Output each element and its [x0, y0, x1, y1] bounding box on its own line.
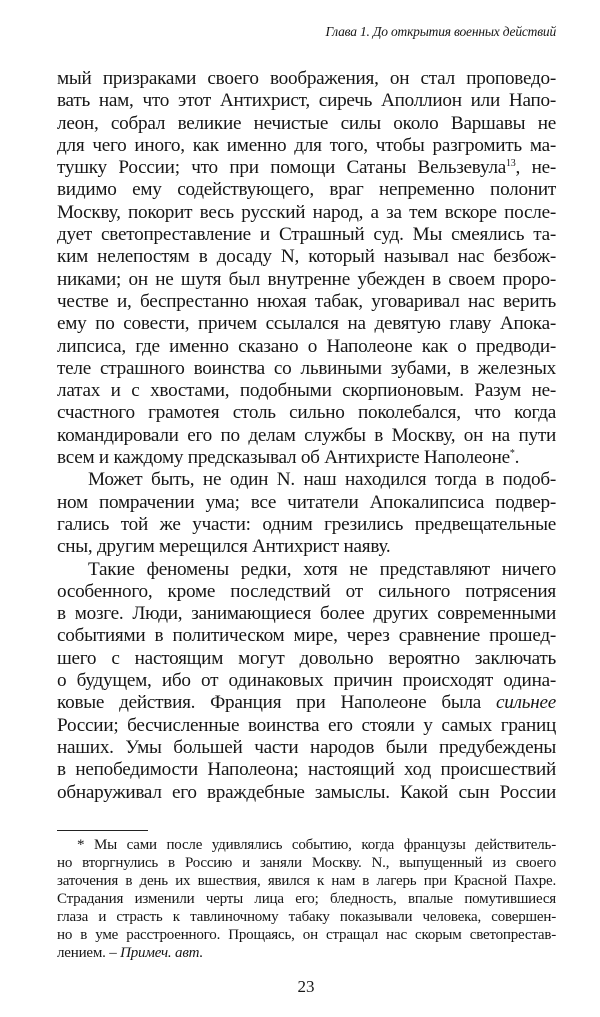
- footnote-line: глаза и страсть к тавлиночному табаку показывали человека, совершен-: [57, 909, 556, 925]
- text-line: честве и, беспрестанно нюхая табак, уговаривал нас верить: [57, 290, 556, 312]
- text-segment: ковые действия. Франция при Наполеоне была: [57, 692, 496, 714]
- text-line: России; бесчисленные воинства его стояли у самых границ: [57, 714, 556, 736]
- text-line: [57, 157, 556, 179]
- text-line: Москву, покорит весь русский народ, а за тем вскоре после-: [57, 201, 556, 223]
- text-line: мый призраками своего воображения, он стал проповедо-: [57, 68, 556, 89]
- paragraph: [57, 559, 556, 804]
- text-line: вать нам, что этот Антихрист, сиречь Аполлион или Напо-: [57, 90, 556, 112]
- footnote: [57, 836, 556, 962]
- text-line: [57, 447, 556, 469]
- footnote-line: Страдания изменили черты лица его; бледность, впалые помутившиеся: [57, 891, 556, 907]
- page-number: 23: [297, 977, 315, 996]
- text-line: ему по совести, причем ссылался на девятую главу Апока-: [57, 313, 556, 335]
- text-line: в мозге. Люди, занимающиеся более других современными: [57, 603, 556, 625]
- footnote-line: заточения в день их вшествия, явился к нам в лагерь при Красной Пахре.: [57, 873, 556, 889]
- italic-text: сильнее: [495, 692, 556, 714]
- footnote-divider: [57, 830, 148, 831]
- paragraph: [57, 68, 556, 469]
- text-line: Такие феномены редки, хотя не представляют ничего: [88, 558, 556, 580]
- text-line: ким нелепостям в досаду N, который называл нас безбож-: [57, 246, 556, 268]
- text-line: дует светопреставление и Страшный суд. Мы смеялись та-: [57, 224, 556, 246]
- text-line: шего с настоящим могут довольно вероятно заключать: [57, 647, 556, 669]
- text-line: никами; он не шутя был внутренне убежден в своем проро-: [57, 268, 556, 290]
- text-line: наших. Умы большей части народов были предубеждены: [57, 736, 556, 758]
- text-line: видимо ему содействующего, враг непременно полонит: [57, 179, 556, 201]
- text-line: гались той же участи: одним грезились предвещательные: [57, 513, 556, 535]
- text-line: счастного грамотея столь сильно поколебался, что когда: [57, 402, 556, 424]
- running-header: Глава 1. До открытия военных действий: [325, 24, 556, 39]
- text-line: липсиса, где именно сказано о Наполеоне как о предводи-: [57, 335, 556, 357]
- text-line: [57, 692, 556, 714]
- paragraph: [57, 469, 556, 558]
- text-segment: .: [514, 447, 520, 469]
- italic-text: Примеч. авт.: [120, 945, 204, 961]
- text-line: ном помрачении ума; все читатели Апокалипсиса подвер-: [57, 491, 556, 513]
- text-line: обнаруживал его враждебные замыслы. Какой сын России: [57, 781, 556, 803]
- footnote-marker: *: [509, 448, 515, 460]
- text-line: латах и с хвостами, подобными скорпионовым. Разум не-: [57, 380, 556, 402]
- body-text: [57, 68, 556, 804]
- text-line: командировали его по делам службы в Москву, он на пути: [57, 424, 556, 446]
- text-segment: тушку России; что при помощи Сатаны Вельзевула: [57, 157, 507, 179]
- text-line: теле страшного воинства со львиными зубами, в железных: [57, 357, 556, 379]
- footnote-marker: 13: [506, 158, 516, 170]
- footnote-line: но в уме расстроенного. Прощаясь, он стращал нас скорым светопрестав-: [57, 927, 556, 943]
- footnote-line: * Мы сами после удивлялись событию, когда французы действитель-: [77, 837, 556, 853]
- text-line: леон, собрал великие нечистые силы около Варшавы не: [57, 112, 556, 134]
- footnote-line: [57, 944, 556, 962]
- text-segment: , не-: [515, 157, 556, 179]
- text-segment: всем и каждому предсказывал об Антихристе Наполеоне: [57, 447, 510, 469]
- footnote-line: но вторгнулись в Россию и заняли Москву. N., выпущенный из своего: [57, 855, 556, 871]
- text-line: событиями в политическом мире, через сравнение прошед-: [57, 625, 556, 647]
- text-line: Может быть, не один N. наш находился тогда в подоб-: [88, 469, 556, 491]
- text-line: о будущем, ибо от одинаковых причин происходят одина-: [57, 670, 556, 692]
- text-line: сны, другим мерещился Антихрист наяву.: [57, 536, 391, 558]
- text-line: в непобедимости Наполеона; настоящий ход происшествий: [57, 759, 556, 781]
- text-line: особенного, кроме последствий от сильного потрясения: [57, 580, 556, 602]
- text-line: для чего иного, как именно для того, чтобы разгромить ма-: [57, 134, 556, 156]
- text-segment: лением. –: [57, 945, 121, 961]
